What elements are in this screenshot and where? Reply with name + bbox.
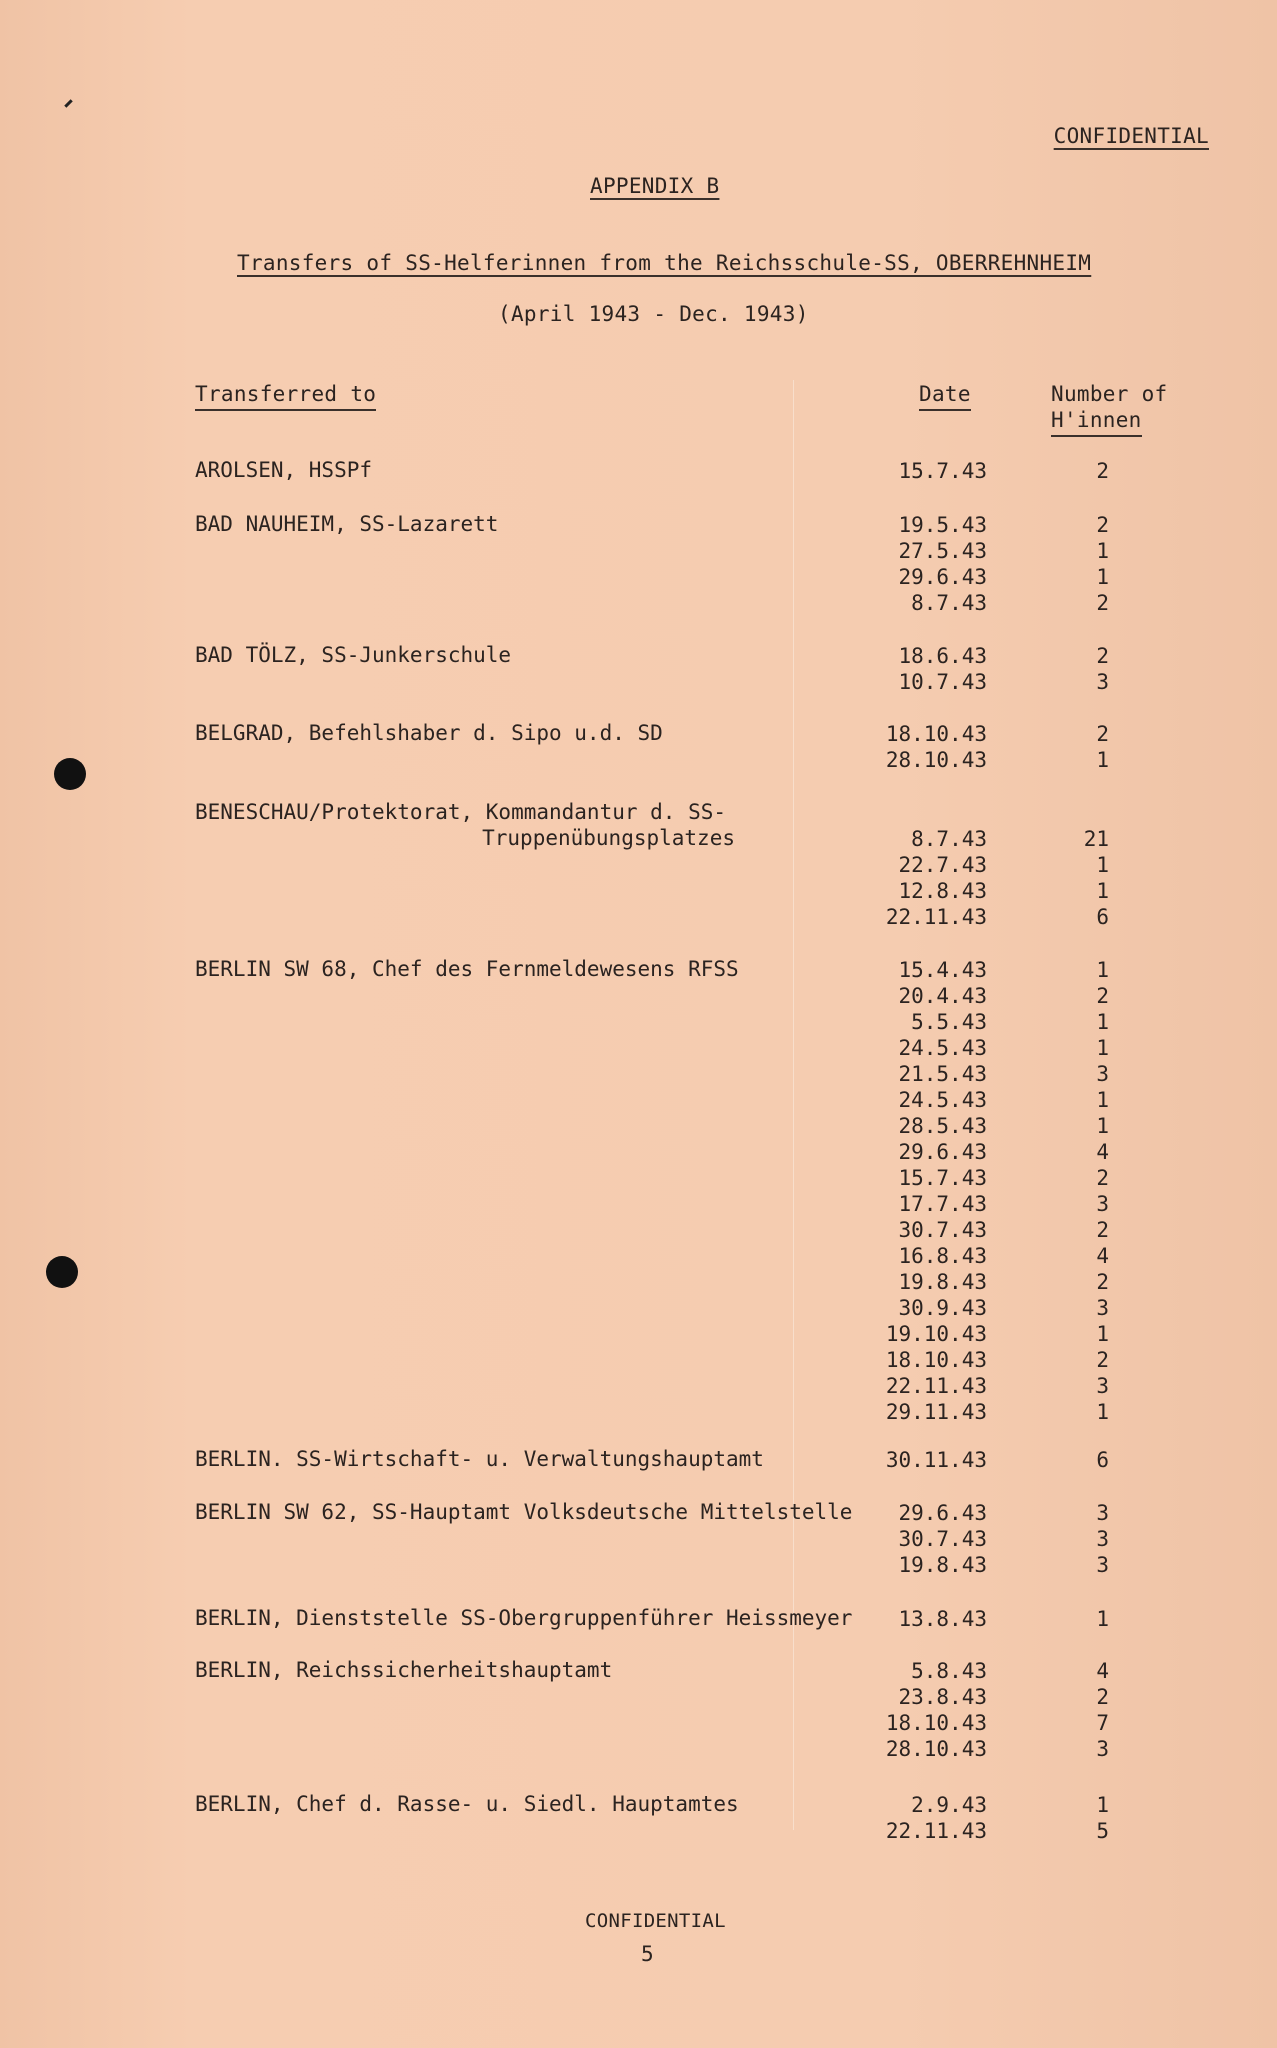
transfer-count: 1	[1096, 1400, 1109, 1424]
transfer-count: 3	[1096, 1062, 1109, 1086]
period-subtitle: (April 1943 - Dec. 1943)	[498, 302, 809, 326]
transfer-date: 18.10.43	[885, 722, 987, 746]
transfer-date: 28.10.43	[885, 748, 987, 772]
transfer-date: 15.4.43	[898, 958, 987, 982]
transfer-count: 1	[1096, 1088, 1109, 1112]
date-list	[886, 957, 987, 1425]
date-list	[898, 512, 987, 616]
transfer-date: 19.8.43	[898, 1270, 987, 1294]
transfer-count: 1	[1096, 1036, 1109, 1060]
count-list	[1069, 458, 1109, 484]
transfer-count: 2	[1096, 1685, 1109, 1709]
transfer-count: 1	[1096, 1322, 1109, 1346]
transfer-date: 18.10.43	[885, 1348, 987, 1372]
transfer-count: 21	[1083, 827, 1109, 851]
count-list	[1069, 1606, 1109, 1632]
count-list	[1069, 1500, 1109, 1578]
destination-name: BAD TÖLZ, SS-Junkerschule	[195, 643, 512, 667]
transfer-count: 1	[1096, 748, 1109, 772]
pen-mark	[64, 99, 72, 107]
page-number: 5	[641, 1942, 654, 1966]
transfer-date: 22.11.43	[885, 1819, 987, 1843]
transfer-date: 22.11.43	[885, 905, 987, 929]
column-header-destination: Transferred to	[195, 382, 376, 411]
transfer-count: 6	[1096, 905, 1109, 929]
transfer-date: 18.10.43	[885, 1711, 987, 1735]
transfer-count: 1	[1096, 539, 1109, 563]
transfer-count: 1	[1096, 1010, 1109, 1034]
transfer-count: 1	[1096, 1607, 1109, 1631]
transfer-date: 8.7.43	[911, 591, 987, 615]
transfer-count: 3	[1096, 1501, 1109, 1525]
date-list	[886, 826, 987, 930]
destination-name: AROLSEN, HSSPf	[195, 458, 373, 482]
transfer-count: 3	[1096, 1553, 1109, 1577]
transfer-date: 30.7.43	[898, 1527, 987, 1551]
transfer-count: 1	[1096, 1114, 1109, 1138]
destination-name-continued: Truppenübungsplatzes	[482, 826, 735, 850]
destination-name: BERLIN, Dienststelle SS-Obergruppenführer Heissmeyer	[195, 1606, 853, 1630]
appendix-title: APPENDIX B	[590, 174, 720, 198]
transfer-date: 24.5.43	[898, 1088, 987, 1112]
transfer-date: 17.7.43	[898, 1192, 987, 1216]
date-list	[886, 1792, 987, 1844]
transfer-date: 8.7.43	[911, 827, 987, 851]
transfer-date: 15.7.43	[898, 1166, 987, 1190]
transfer-date: 18.6.43	[898, 644, 987, 668]
transfer-count: 3	[1096, 1374, 1109, 1398]
transfer-date: 23.8.43	[898, 1685, 987, 1709]
transfer-date: 27.5.43	[898, 539, 987, 563]
transfer-date: 30.11.43	[885, 1448, 987, 1472]
count-list	[1069, 1658, 1109, 1762]
date-list	[886, 1658, 987, 1762]
transfer-count: 1	[1096, 853, 1109, 877]
column-header-number-line2: H'innen	[1051, 408, 1142, 437]
transfer-count: 2	[1096, 591, 1109, 615]
transfer-count: 7	[1096, 1711, 1109, 1735]
transfer-date: 30.7.43	[898, 1218, 987, 1242]
transfer-date: 10.7.43	[898, 670, 987, 694]
count-list	[1069, 643, 1109, 695]
transfer-date: 28.10.43	[885, 1737, 987, 1761]
transfer-count: 1	[1096, 1793, 1109, 1817]
transfer-date: 29.11.43	[885, 1400, 987, 1424]
transfer-count: 3	[1096, 1192, 1109, 1216]
transfer-date: 19.8.43	[898, 1553, 987, 1577]
transfer-date: 5.8.43	[911, 1659, 987, 1683]
transfer-date: 19.10.43	[885, 1322, 987, 1346]
transfer-date: 2.9.43	[911, 1793, 987, 1817]
date-list	[898, 1500, 987, 1578]
count-list	[1069, 721, 1109, 773]
count-list	[1069, 512, 1109, 616]
transfer-date: 28.5.43	[898, 1114, 987, 1138]
transfer-count: 3	[1096, 670, 1109, 694]
transfer-count: 3	[1096, 1737, 1109, 1761]
count-list	[1069, 1447, 1109, 1473]
document-title: Transfers of SS-Helferinnen from the Reichsschule-SS, OBERREHNHEIM	[237, 251, 1092, 275]
transfer-count: 1	[1096, 879, 1109, 903]
footer-classification: CONFIDENTIAL	[585, 1910, 726, 1932]
transfer-date: 22.7.43	[898, 853, 987, 877]
transfer-date: 5.5.43	[911, 1010, 987, 1034]
destination-name: BERLIN SW 62, SS-Hauptamt Volksdeutsche Mittelstelle	[195, 1500, 853, 1524]
transfer-count: 2	[1096, 644, 1109, 668]
destination-name: BELGRAD, Befehlshaber d. Sipo u.d. SD	[195, 721, 663, 745]
destination-name: BERLIN. SS-Wirtschaft- u. Verwaltungshauptamt	[195, 1447, 764, 1471]
transfer-date: 12.8.43	[898, 879, 987, 903]
destination-name: BERLIN, Chef d. Rasse- u. Siedl. Hauptamtes	[195, 1792, 739, 1816]
transfer-count: 6	[1096, 1448, 1109, 1472]
transfer-count: 3	[1096, 1296, 1109, 1320]
transfer-date: 24.5.43	[898, 1036, 987, 1060]
transfer-date: 30.9.43	[898, 1296, 987, 1320]
transfer-date: 16.8.43	[898, 1244, 987, 1268]
count-list	[1069, 957, 1109, 1425]
transfer-count: 2	[1096, 459, 1109, 483]
column-header-number-line1: Number of	[1051, 382, 1168, 406]
count-list	[1069, 826, 1109, 930]
transfer-date: 19.5.43	[898, 513, 987, 537]
transfer-count: 2	[1096, 1166, 1109, 1190]
date-list	[886, 721, 987, 773]
transfer-count: 1	[1096, 565, 1109, 589]
transfer-count: 2	[1096, 984, 1109, 1008]
transfer-count: 1	[1096, 958, 1109, 982]
date-list	[886, 1447, 987, 1473]
transfer-count: 2	[1096, 1348, 1109, 1372]
count-list	[1069, 1792, 1109, 1844]
transfer-date: 22.11.43	[885, 1374, 987, 1398]
transfer-date: 29.6.43	[898, 1140, 987, 1164]
transfer-date: 29.6.43	[898, 565, 987, 589]
transfer-count: 4	[1096, 1659, 1109, 1683]
date-list	[898, 643, 987, 695]
transfer-count: 3	[1096, 1527, 1109, 1551]
transfer-date: 13.8.43	[898, 1607, 987, 1631]
transfer-date: 20.4.43	[898, 984, 987, 1008]
date-list	[898, 458, 987, 484]
transfer-date: 21.5.43	[898, 1062, 987, 1086]
destination-name: BENESCHAU/Protektorat, Kommandantur d. SS-	[195, 800, 727, 824]
transfer-count: 5	[1096, 1819, 1109, 1843]
transfer-count: 2	[1096, 513, 1109, 537]
punch-hole-top	[54, 758, 86, 790]
destination-name: BERLIN SW 68, Chef des Fernmeldewesens RFSS	[195, 957, 739, 981]
column-header-date: Date	[919, 382, 971, 411]
transfer-count: 4	[1096, 1244, 1109, 1268]
destination-name: BAD NAUHEIM, SS-Lazarett	[195, 512, 499, 536]
transfer-count: 4	[1096, 1140, 1109, 1164]
transfer-count: 2	[1096, 1218, 1109, 1242]
header-classification: CONFIDENTIAL	[1053, 124, 1209, 148]
transfer-count: 2	[1096, 722, 1109, 746]
destination-name: BERLIN, Reichssicherheitshauptamt	[195, 1658, 613, 1682]
transfer-count: 2	[1096, 1270, 1109, 1294]
punch-hole-bottom	[46, 1256, 78, 1288]
transfer-date: 29.6.43	[898, 1501, 987, 1525]
date-list	[898, 1606, 987, 1632]
transfer-date: 15.7.43	[898, 459, 987, 483]
